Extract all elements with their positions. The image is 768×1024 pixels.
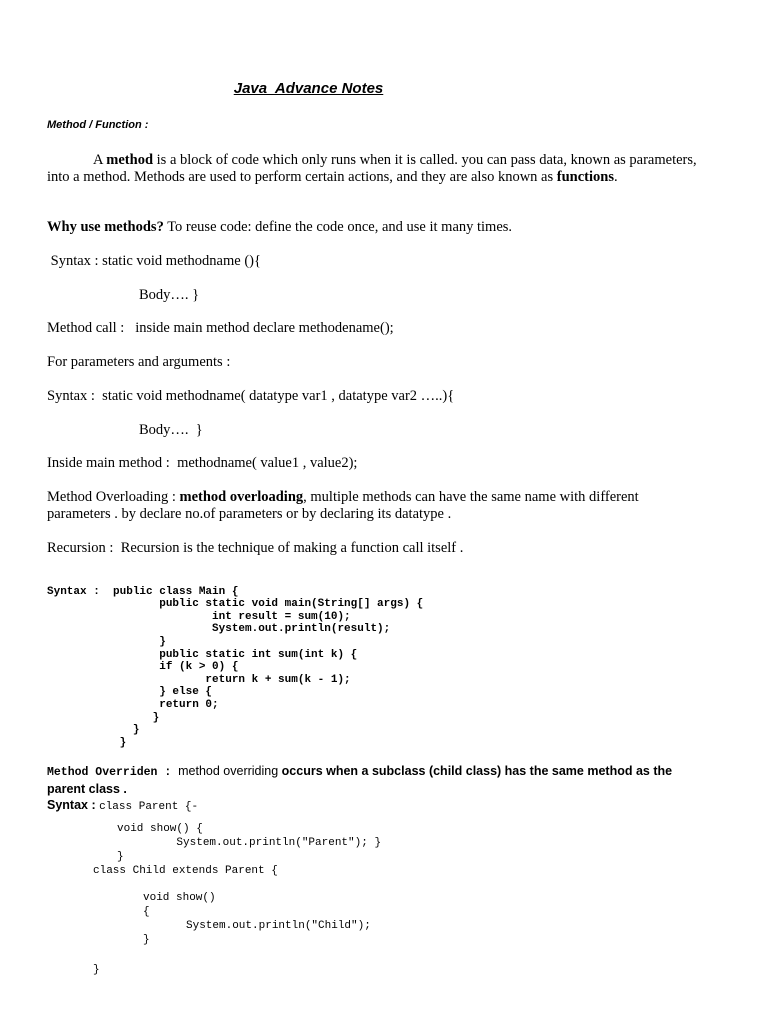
overloading-paragraph xyxy=(47,489,697,523)
syntax-line-2: Syntax : static void methodname( datatype var1 , datatype var2 …..){ xyxy=(47,388,455,404)
override-code-line: System.out.println("Parent"); } xyxy=(117,837,382,849)
overloading-prefix: Method Overloading : xyxy=(47,489,180,505)
code-line: public static int sum(int k) { xyxy=(47,648,358,661)
override-code-line: class Child extends Parent { xyxy=(93,865,278,877)
override-code-line: } xyxy=(143,934,150,946)
overriden-syntax-line xyxy=(47,796,198,814)
code-line: return k + sum(k - 1); xyxy=(47,673,351,686)
recursion-line: Recursion : Recursion is the technique of making a function call itself . xyxy=(47,540,464,556)
intro-text-2: is a block of code which only runs when it is called. you can pass data, known as parameters, into a method. Methods are used to perform certain actions, and they are also known as xyxy=(47,152,697,185)
code-line: if (k > 0) { xyxy=(47,661,239,674)
syntax-line-1: Syntax : static void methodname (){ xyxy=(47,253,261,269)
override-code-line: } xyxy=(117,851,124,863)
intro-text-1: A xyxy=(93,152,107,168)
page-title: Java Advance Notes xyxy=(233,80,384,97)
overriden-paragraph xyxy=(47,762,697,798)
intro-bold-functions: functions xyxy=(556,169,614,185)
recursion-code-block xyxy=(47,573,423,762)
override-code-line: void show() xyxy=(143,892,216,904)
overriden-label: Method Overriden : xyxy=(47,766,179,779)
code-line: int result = sum(10); xyxy=(47,610,351,623)
overloading-bold: method overloading xyxy=(179,489,304,505)
code-line: } else { xyxy=(47,686,213,699)
override-code-line: } xyxy=(93,964,100,976)
code-line: return 0; xyxy=(47,698,219,711)
override-code-line: void show() { xyxy=(117,823,203,835)
override-code-line: System.out.println("Child"); xyxy=(186,920,371,932)
overloading-text: , multiple methods can have the same name with different parameters . by declare no.of parameters or by declaring its datatype . xyxy=(47,489,639,522)
override-code-line: { xyxy=(143,906,150,918)
intro-paragraph xyxy=(47,152,697,186)
section-heading: Method / Function : xyxy=(47,119,149,131)
overriden-bold: occurs when a subclass (child class) has the same method as the parent class . xyxy=(47,764,673,796)
body-line-1: Body…. } xyxy=(139,287,200,303)
method-call-line: Method call : inside main method declare methodename(); xyxy=(47,320,394,336)
code-line: } xyxy=(47,711,160,724)
why-bold: Why use methods? xyxy=(47,219,164,235)
why-text: To reuse code: define the code once, and use it many times. xyxy=(163,219,513,235)
code-line: } xyxy=(47,736,127,749)
params-heading: For parameters and arguments : xyxy=(47,354,231,370)
code-line: System.out.println(result); xyxy=(47,623,391,636)
body-line-2: Body…. } xyxy=(139,422,203,438)
intro-text-3: . xyxy=(613,169,618,185)
overriden-syntax-label: Syntax : xyxy=(47,798,100,812)
code-line: public static void main(String[] args) { xyxy=(47,598,424,611)
overriden-text: method overriding xyxy=(178,764,282,778)
code-line: } xyxy=(47,635,166,648)
code-line: } xyxy=(47,724,140,737)
code-line: Syntax : public class Main { xyxy=(47,585,239,598)
overriden-syntax-code: class Parent {- xyxy=(99,801,199,813)
why-methods xyxy=(47,219,512,236)
intro-bold-method: method xyxy=(106,152,154,168)
inside-main-line: Inside main method : methodname( value1 , value2); xyxy=(47,455,358,471)
